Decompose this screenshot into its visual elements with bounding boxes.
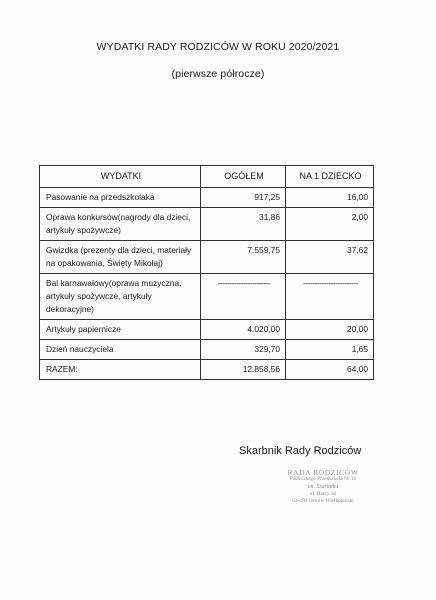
stamp-line: RADA RODZICÓW	[287, 468, 359, 477]
row-total: 329,70	[201, 340, 286, 360]
official-stamp	[268, 469, 378, 505]
row-total: 917,25	[201, 188, 286, 208]
footer-total: 12.858,56	[201, 360, 286, 380]
table-row	[40, 241, 374, 274]
header-total: OGÓŁEM	[201, 166, 286, 188]
row-total: 31,86	[201, 208, 286, 241]
row-per-child: 1,65	[286, 340, 374, 360]
row-item: Artykuły papiernicze	[40, 320, 201, 340]
row-item: Gwizdka (prezenty dla dzieci, materiały na opakowania, Święty Mikołaj)	[40, 241, 201, 274]
table-row	[40, 188, 374, 208]
row-item: Pasowanie na przedszkolaka	[40, 188, 201, 208]
row-total: -----------------------	[201, 274, 286, 320]
table-footer-row	[40, 360, 374, 380]
stamp-line: Publicznego Przedszkola Nr 13	[289, 476, 357, 483]
expenses-table	[39, 165, 374, 380]
header-expenses: WYDATKI	[40, 166, 201, 188]
row-per-child: ------------------------	[286, 274, 374, 320]
row-item: Bal karnawałowy(oprawa muzyczna, artykuły spożywcze, artykuły dekoracyjne)	[40, 274, 201, 320]
row-item: Oprawa konkursów(nagrody dla dzieci, artykuły spożywcze)	[40, 208, 201, 241]
stamp-line: im. Szarłatka	[307, 483, 339, 490]
document-title: WYDATKI RADY RODZICÓW W ROKU 2020/2021	[96, 41, 340, 53]
stamp-line: 63-400 Ostrów Wielkopolski	[292, 498, 354, 505]
table-row	[40, 340, 374, 360]
signature-label: Skarbnik Rady Rodziców	[239, 445, 362, 457]
row-per-child: 37,62	[286, 241, 374, 274]
row-total: 7.559,75	[201, 241, 286, 274]
row-item: Dzień nauczyciela	[40, 340, 201, 360]
table-row	[40, 320, 374, 340]
table-row	[40, 208, 374, 241]
row-per-child: 2,00	[286, 208, 374, 241]
stamp-line: ul. Harcy 30	[309, 490, 337, 497]
row-total: 4.020,00	[201, 320, 286, 340]
table-row	[40, 274, 374, 320]
row-per-child: 16,00	[286, 188, 374, 208]
footer-per-child: 64,00	[286, 360, 374, 380]
row-per-child: 20,00	[286, 320, 374, 340]
footer-label: RAZEM:	[40, 360, 201, 380]
table-header-row	[40, 166, 374, 188]
header-per-child: NA 1 DZIECKO	[286, 166, 374, 188]
document-subtitle: (pierwsze półrocze)	[171, 68, 265, 80]
